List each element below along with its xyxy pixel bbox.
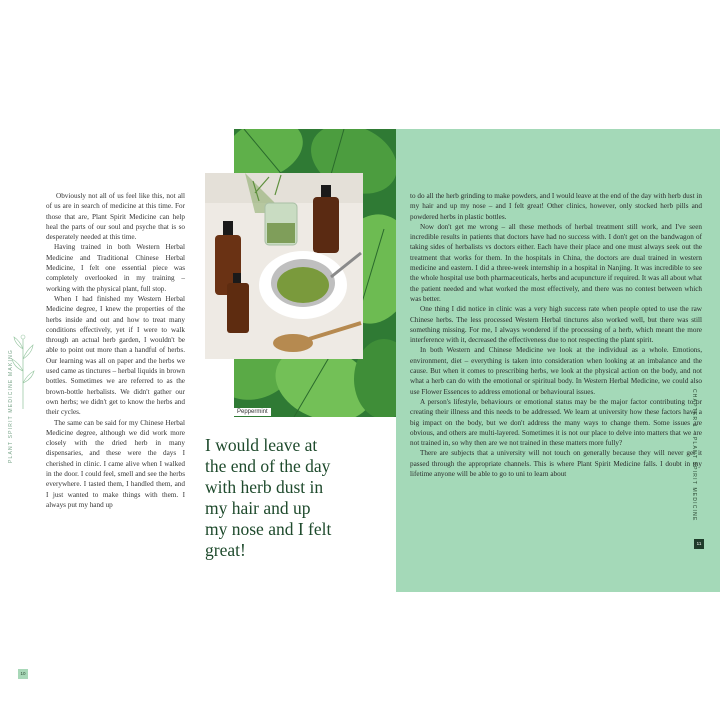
paragraph: When I had finished my Western Herbal Medicine degree, I knew the properties of the herbs inside and out and how to treat many conditions effectively, yet if I were to walk through an actual herb garden, I wouldn't be able to point out more than a handful of herbs. Our learning was all on paper and the herbs we used came as tinctures – herbal liquids in brown bottles. Sometimes we are referred to as the brown-bottle herbalists. We didn't gather our own herbs; we didn't get to know the herbs and their cycles. (46, 294, 185, 417)
herb-bottles-image (205, 173, 363, 359)
paragraph: to do all the herb grinding to make powders, and I would leave at the end of the day with herb dust in my hair and up my nose – and I felt great! Other clinics, however, only stocked herb pills and powdered herbs in plastic bottles. (410, 192, 702, 221)
paragraph: Obviously not all of us feel like this, not all of us are in search of medicine at this time. For those that are, Plant Spirit Medicine can help heal the parts of our soul and psyche that is so desperately needed at this time. (46, 192, 185, 242)
tincture-bottles-illustration (205, 173, 363, 359)
paragraph: A person's lifestyle, behaviours or emotional status may be the major factor contributing to or creating their illness and this needs to be addressed. We learn at university how these factors have a big impact on the body, but we don't address the many ways to change them. Some issues are obvious, and others are multi-layered. Sometimes it is not our place to delve into matters that we are not trained in, so why then are we not trained in these matters more fully? (410, 397, 702, 448)
paragraph: In both Western and Chinese Medicine we look at the individual as a whole. Emotions, environment, diet – everything is taken into consideration when looking at an imbalance and the cause. But when it comes to prescribing herbs, we look at the physical action on the body, and not what a herb can do with the emotional or spiritual body. In Western Herbal Medicine, we could also use Flower Essences to address emotional or behavioural issues. (410, 346, 702, 396)
paragraph: Now don't get me wrong – all these methods of herbal treatment still work, and I've seen incredible results in patients that doctors have had no success with. I don't get on the bandwagon of taking sides of herbalists vs doctors either. Each have their place and one must always seek out the treatment that works for them. In the hospitals in China, the doctors are dual trained in western medicine and eastern. I did a three-week internship in a hospital in Nanjing. It was incredible to see the whole hospital use both pharmaceuticals, herbs and acupuncture if required. It was all about what the patient needed and what worked the most effectively, and there was no contest between which was better. (410, 222, 702, 303)
paragraph: One thing I did notice in clinic was a very high success rate when people opted to use the raw Chinese herbs. The less processed Western Herbal tinctures also worked well, but there was still something missing. For me, I always wondered if the processing of a herb, which meant the more interference with it, decreased the effectiveness due to not respecting the plant spirit. (410, 305, 702, 345)
paragraph: There are subjects that a university will not touch on generally because they will never get it passed through the appropriate channels. This is where Plant Spirit Medicine falls. I doubt in my lifetime anyone will be able to go to uni to learn about (410, 449, 702, 479)
paragraph: The same can be said for my Chinese Herbal Medicine degree, although we did work more closely with the dried herb in many dispensaries, and these were the days I cherished in clinic. I came alive when I walked in the door. I could feel, smell and see the herbs everywhere. I tasted them, I handled them, and I just wanted to make things with them. I always put my hand up (46, 418, 185, 509)
right-page (396, 129, 720, 592)
page-number-left: 10 (18, 669, 28, 679)
left-body-text (46, 191, 185, 510)
paragraph: Having trained in both Western Herbal Medicine and Traditional Chinese Herbal Medicine, I felt one essential piece was completely overlooked in my training – working with the physical plant, full stop. (46, 243, 185, 293)
pull-quote: I would leave at the end of the day with herb dust in my hair and up my nose and I felt great! (205, 435, 332, 560)
left-running-title-text: PLANT SPIRIT MEDICINE MAKING (8, 349, 14, 463)
photo-caption: Peppermint (234, 408, 271, 416)
left-running-title (8, 349, 20, 529)
page-number-right: 11 (694, 539, 704, 549)
right-body-text (410, 191, 702, 479)
right-running-title: CHAPTER 1 – PLANT SPIRIT MEDICINE (691, 389, 697, 522)
